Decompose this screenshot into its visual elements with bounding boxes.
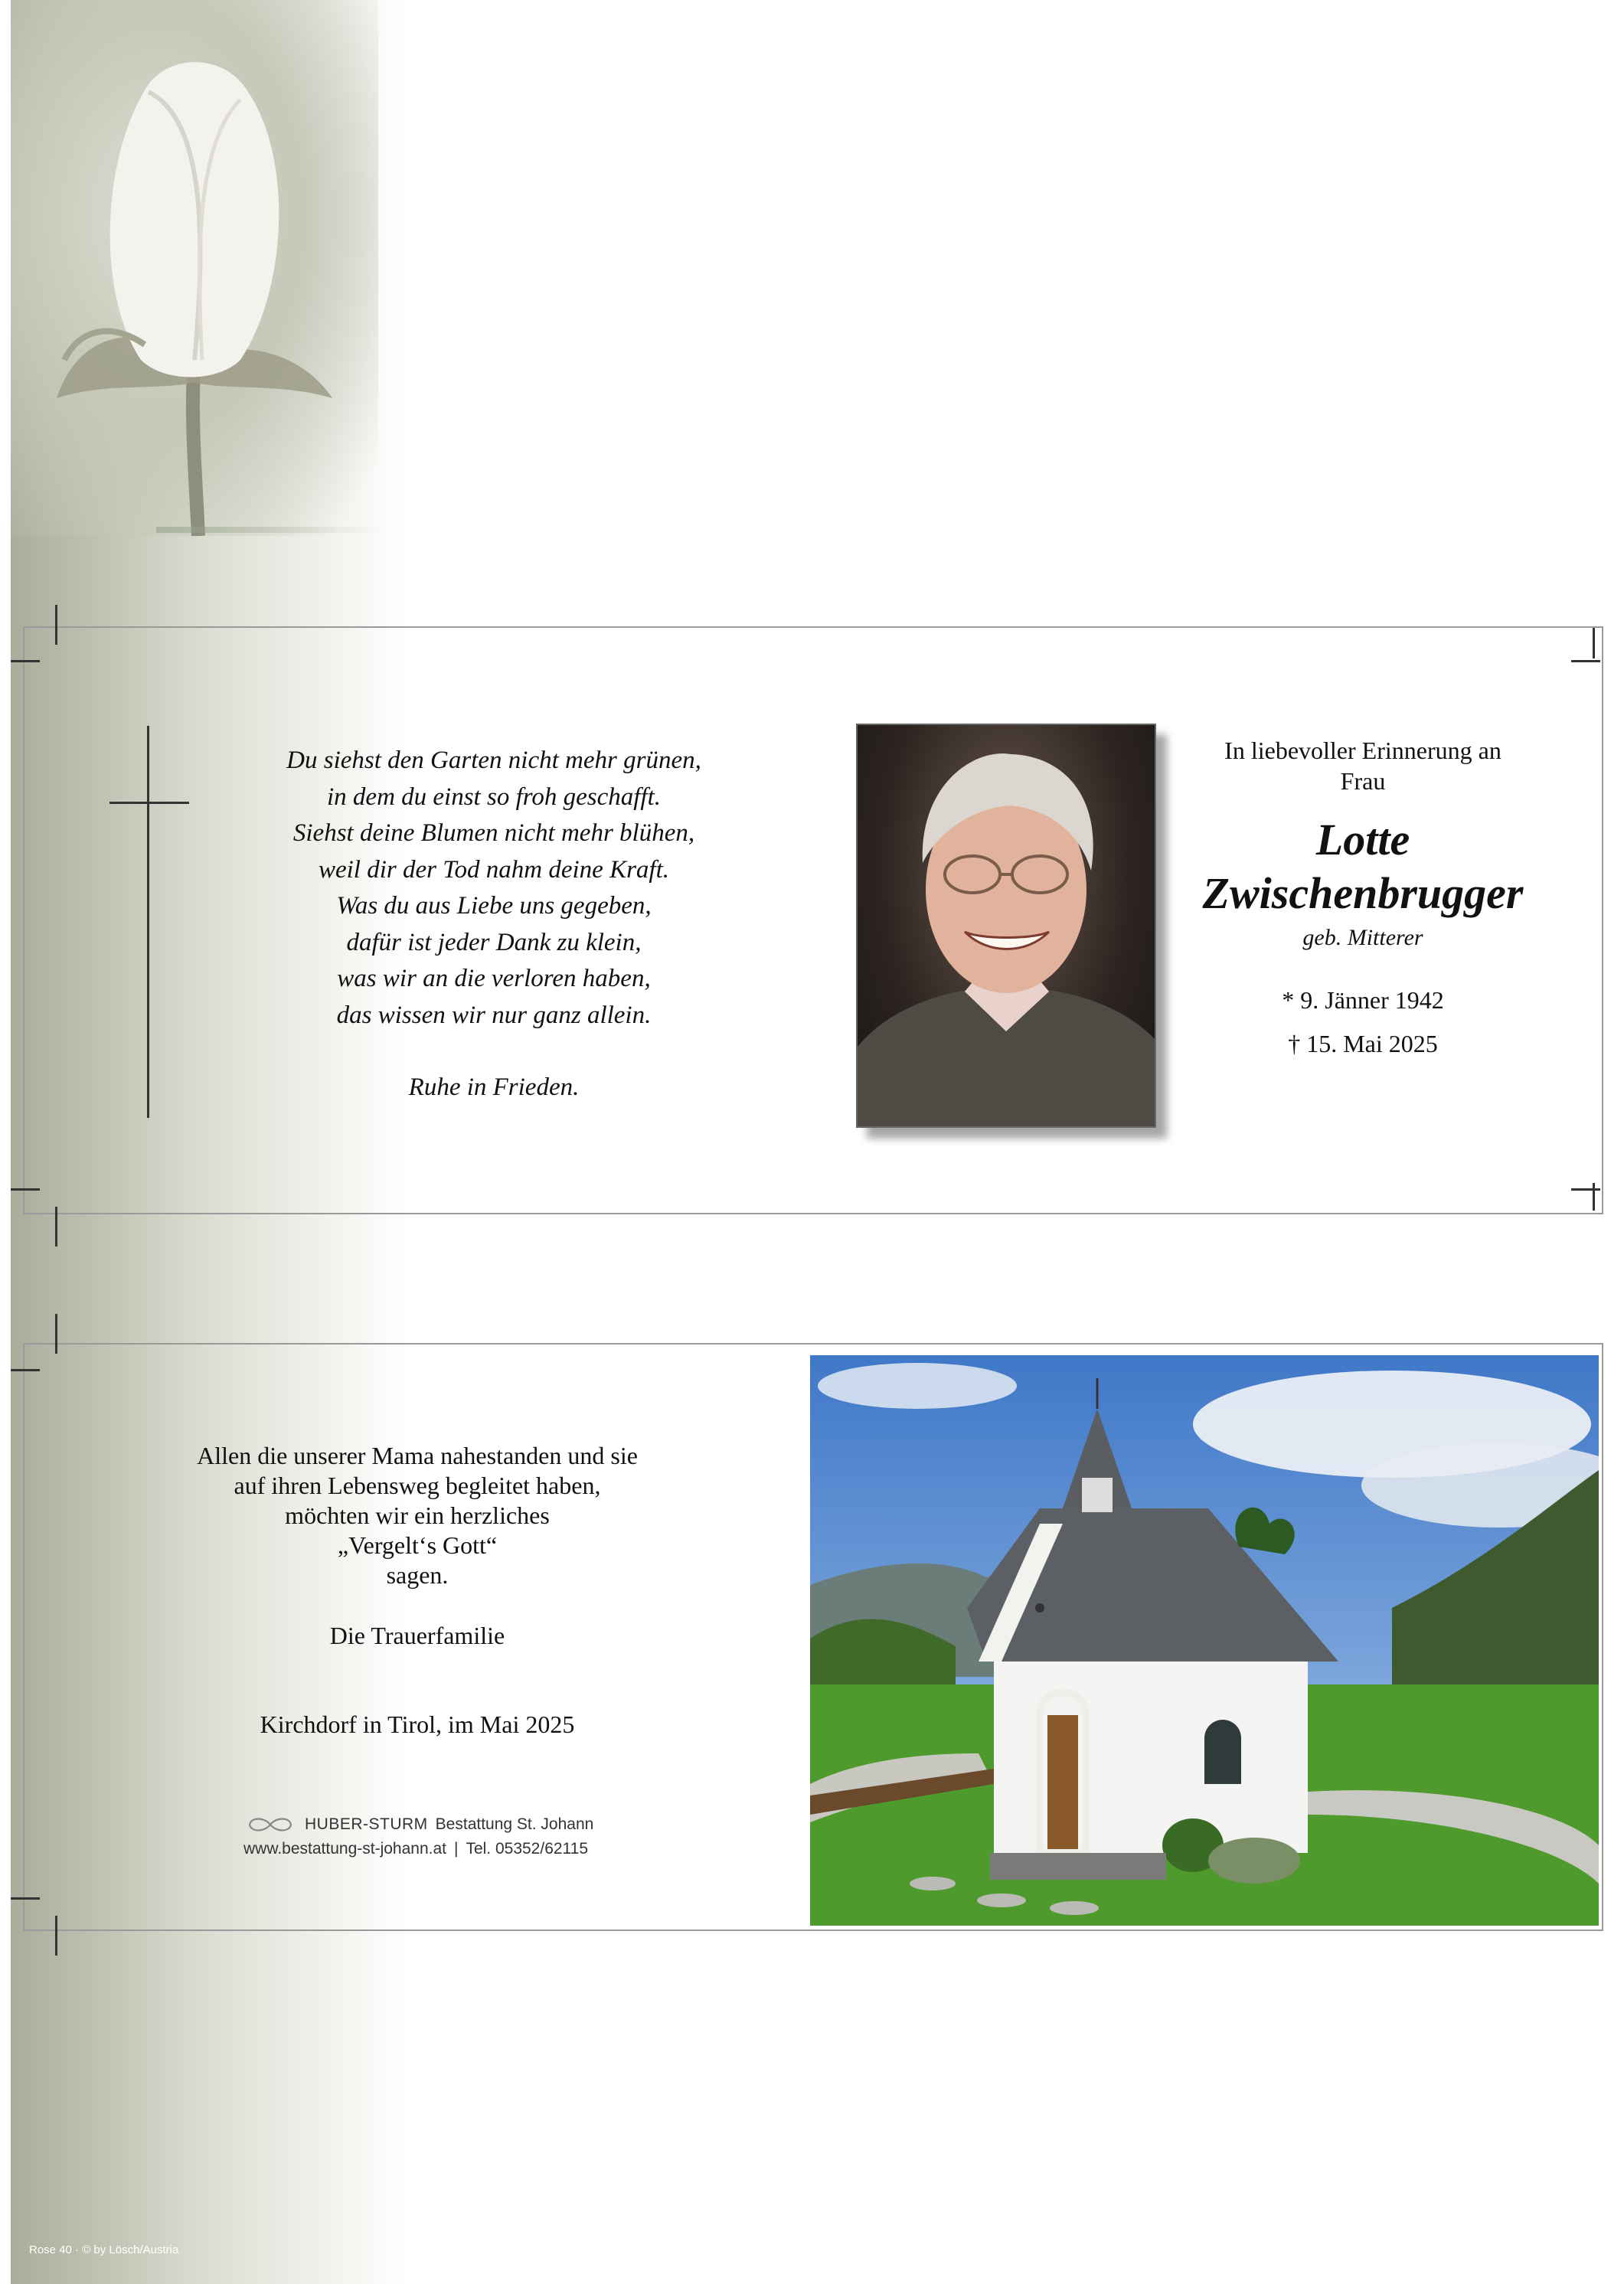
funeral-home-name: HUBER-STURM [305, 1815, 428, 1833]
poem [188, 743, 800, 1106]
separator: | [453, 1840, 459, 1858]
crop-mark [1593, 1183, 1595, 1211]
funeral-home-website[interactable]: www.bestattung-st-johann.at [243, 1840, 446, 1858]
life-dates [1171, 979, 1554, 1066]
crop-mark [1571, 660, 1600, 662]
thanks-line: „Vergelt‘s Gott“ [337, 1531, 498, 1559]
thank-you-text [123, 1441, 712, 1590]
funeral-home-info [243, 1813, 611, 1861]
crop-mark [11, 1188, 40, 1191]
crop-mark [1593, 628, 1595, 658]
poem-line: in dem du einst so froh geschafft. [327, 783, 661, 811]
poem-line: dafür ist jeder Dank zu klein, [346, 928, 642, 956]
salutation: Frau [1340, 767, 1386, 795]
death-date: † 15. Mai 2025 [1288, 1030, 1438, 1057]
poem-closing: Ruhe in Frieden. [408, 1073, 580, 1101]
crop-mark [11, 1369, 40, 1371]
poem-line: Was du aus Liebe uns gegeben, [336, 892, 652, 920]
deceased-name [1171, 813, 1554, 920]
memorial-info [1171, 735, 1554, 1066]
crop-mark [55, 1207, 57, 1247]
poem-line: weil dir der Tod nahm deine Kraft. [318, 855, 670, 884]
thanks-line: Allen die unserer Mama nahestanden und sie [197, 1442, 638, 1469]
thanks-line: sagen. [386, 1561, 449, 1589]
thanks-line: möchten wir ein herzliches [285, 1501, 550, 1529]
rose-underline [156, 527, 378, 533]
crop-mark [11, 660, 40, 662]
place-date: Kirchdorf in Tirol, im Mai 2025 [260, 1711, 575, 1738]
intro-line: In liebevoller Erinnerung an [1224, 737, 1501, 764]
funeral-home-phone: Tel. 05352/62115 [466, 1840, 589, 1858]
crop-mark [1571, 1188, 1600, 1191]
chapel-photo [810, 1355, 1599, 1926]
poem-line: was wir an die verloren haben, [337, 965, 651, 992]
portrait-illustration [858, 725, 1155, 1126]
rose-illustration [11, 0, 378, 536]
poem-line: das wissen wir nur ganz allein. [336, 1001, 652, 1029]
funeral-home-subtitle: Bestattung St. Johann [435, 1815, 594, 1833]
crop-mark [55, 605, 57, 645]
first-name: Lotte [1315, 815, 1410, 864]
maiden-name: geb. Mitterer [1302, 925, 1423, 950]
chapel-illustration [810, 1355, 1599, 1926]
poem-line: Du siehst den Garten nicht mehr grünen, [286, 747, 701, 774]
crop-mark [55, 1314, 57, 1354]
poem-line: Siehst deine Blumen nicht mehr blühen, [292, 819, 695, 847]
last-name: Zwischenbrugger [1202, 868, 1524, 918]
cross-icon [147, 726, 149, 1118]
thanks-line: auf ihren Lebensweg begleitet haben, [234, 1472, 601, 1499]
birth-date: * 9. Jänner 1942 [1282, 986, 1444, 1014]
family-signoff: Die Trauerfamilie [329, 1622, 505, 1649]
infinity-logo-icon [243, 1815, 297, 1834]
crop-mark [55, 1916, 57, 1956]
image-credit: Rose 40 · © by Lösch/Austria [29, 2243, 179, 2256]
rose-image [11, 0, 378, 536]
crop-mark [11, 1897, 40, 1900]
portrait-photo [856, 724, 1156, 1128]
cross-icon-bar [109, 802, 189, 804]
